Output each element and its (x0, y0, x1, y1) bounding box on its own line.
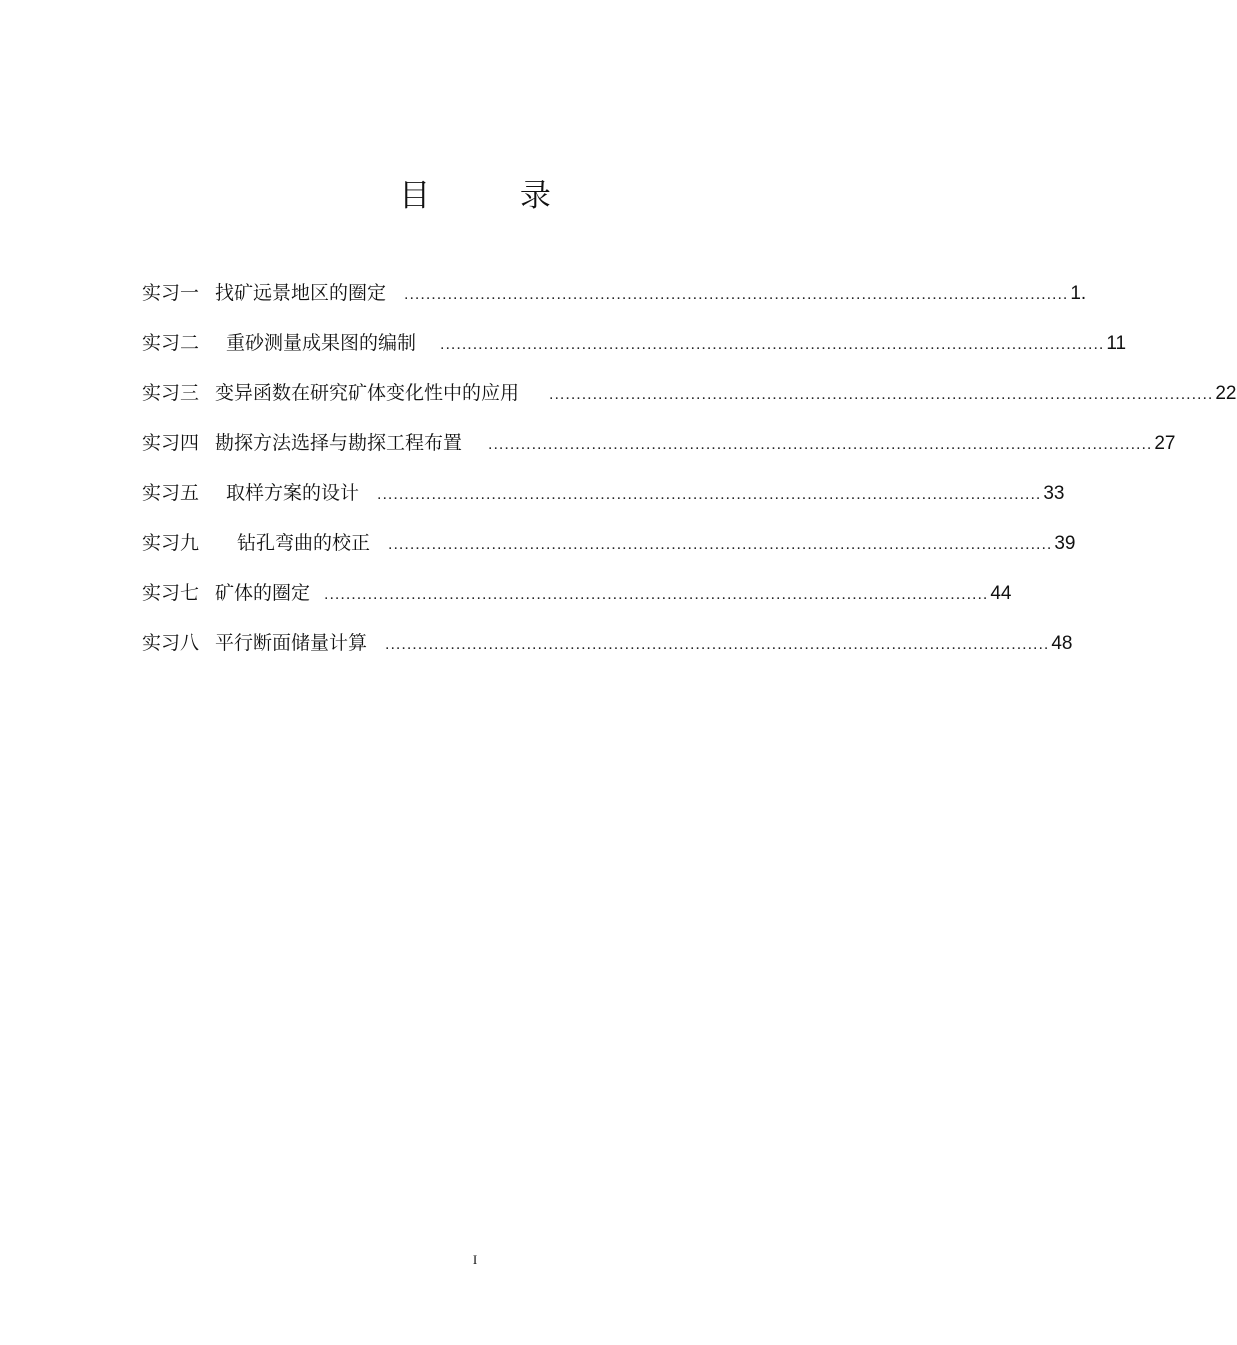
toc-entry-title: 重砂测量成果图的编制 (226, 332, 417, 354)
toc-entry[interactable] (142, 428, 1176, 478)
toc-chapter-label: 实习五 (142, 482, 200, 504)
dot-leader: .......................................................................................................................... (404, 286, 1069, 303)
toc-chapter-label: 实习三 (142, 382, 200, 404)
toc-entry[interactable] (142, 328, 1127, 378)
toc-page-number: 33 (1043, 483, 1065, 504)
toc-entry-title: 矿体的圈定 (215, 582, 311, 604)
toc-chapter-label: 实习七 (142, 582, 200, 604)
dot-leader: .......................................................................................................................... (385, 636, 1050, 653)
toc-page-number: 48 (1051, 633, 1073, 654)
toc-chapter-label: 实习二 (142, 332, 200, 354)
toc-entry[interactable] (142, 628, 1073, 678)
toc-chapter-label: 实习八 (142, 632, 200, 654)
toc-entry[interactable] (142, 528, 1076, 578)
table-of-contents (142, 278, 1237, 678)
toc-page-number: 1. (1070, 283, 1087, 304)
dot-leader: .......................................................................................................................... (440, 336, 1105, 353)
toc-page-number: 11 (1106, 333, 1127, 354)
toc-page-number: 22 (1215, 383, 1237, 404)
dot-leader: .......................................................................................................................... (388, 536, 1053, 553)
page-number-footer: I (472, 1252, 478, 1267)
toc-entry-title: 变异函数在研究矿体变化性中的应用 (215, 382, 520, 404)
dot-leader: .......................................................................................................................... (549, 386, 1214, 403)
dot-leader: .......................................................................................................................... (377, 486, 1042, 503)
dot-leader: .......................................................................................................................... (324, 586, 989, 603)
toc-entry-title: 取样方案的设计 (226, 482, 360, 504)
toc-entry-title: 平行断面储量计算 (215, 632, 368, 654)
toc-entry[interactable] (142, 578, 1012, 628)
toc-entry-title: 勘探方法选择与勘探工程布置 (215, 432, 463, 454)
dot-leader: .......................................................................................................................... (488, 436, 1153, 453)
toc-entry-title: 找矿远景地区的圈定 (215, 282, 387, 304)
page-title: 目 录 (399, 178, 591, 214)
toc-page-number: 39 (1054, 533, 1076, 554)
toc-chapter-label: 实习一 (142, 282, 200, 304)
toc-chapter-label: 实习九 (142, 532, 200, 554)
toc-entry[interactable] (142, 478, 1065, 528)
toc-entry-title: 钻孔弯曲的校正 (237, 532, 371, 554)
toc-chapter-label: 实习四 (142, 432, 200, 454)
toc-page-number: 44 (990, 583, 1012, 604)
toc-page-number: 27 (1154, 433, 1176, 454)
toc-entry[interactable] (142, 278, 1087, 328)
toc-entry[interactable] (142, 378, 1237, 428)
